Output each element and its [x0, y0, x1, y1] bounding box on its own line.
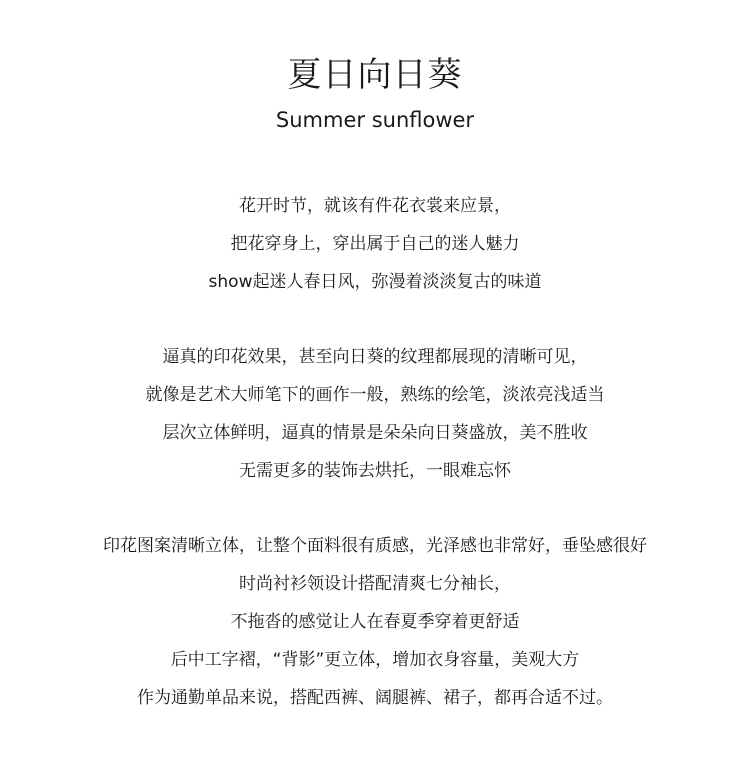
- text-line: 印花图案清晰立体，让整个面料很有质感，光泽感也非常好，垂坠感很好: [103, 536, 647, 556]
- paragraph-print-effect: [0, 338, 750, 490]
- paragraph-design-details: [0, 527, 750, 717]
- text-line: 层次立体鲜明，逼真的情景是朵朵向日葵盛放，美不胜收: [162, 423, 588, 443]
- page-subtitle: Summer sunflower: [275, 108, 475, 132]
- text-line: 时尚衬衫领设计搭配清爽七分袖长，: [239, 574, 511, 594]
- text-line: 花开时节，就该有件花衣裳来应景，: [239, 196, 511, 216]
- text-line: 无需更多的装饰去烘托，一眼难忘怀: [239, 461, 511, 481]
- text-line: 不拖沓的感觉让人在春夏季穿着更舒适: [230, 612, 520, 632]
- text-line: 作为通勤单品来说，搭配西裤、阔腿裤、裙子，都再合适不过。: [137, 688, 613, 708]
- text-line: 后中工字褶，“背影”更立体，增加衣身容量，美观大方: [170, 650, 580, 670]
- text-line: 逼真的印花效果，甚至向日葵的纹理都展现的清晰可见，: [162, 347, 588, 367]
- text-line: 就像是艺术大师笔下的画作一般，熟练的绘笔，淡浓亮浅适当: [145, 385, 605, 405]
- text-line: 把花穿身上，穿出属于自己的迷人魅力: [230, 234, 520, 254]
- paragraph-intro: [0, 187, 750, 301]
- page-title: 夏日向日葵: [287, 55, 463, 95]
- text-line: show起迷人春日风，弥漫着淡淡复古的味道: [208, 272, 542, 292]
